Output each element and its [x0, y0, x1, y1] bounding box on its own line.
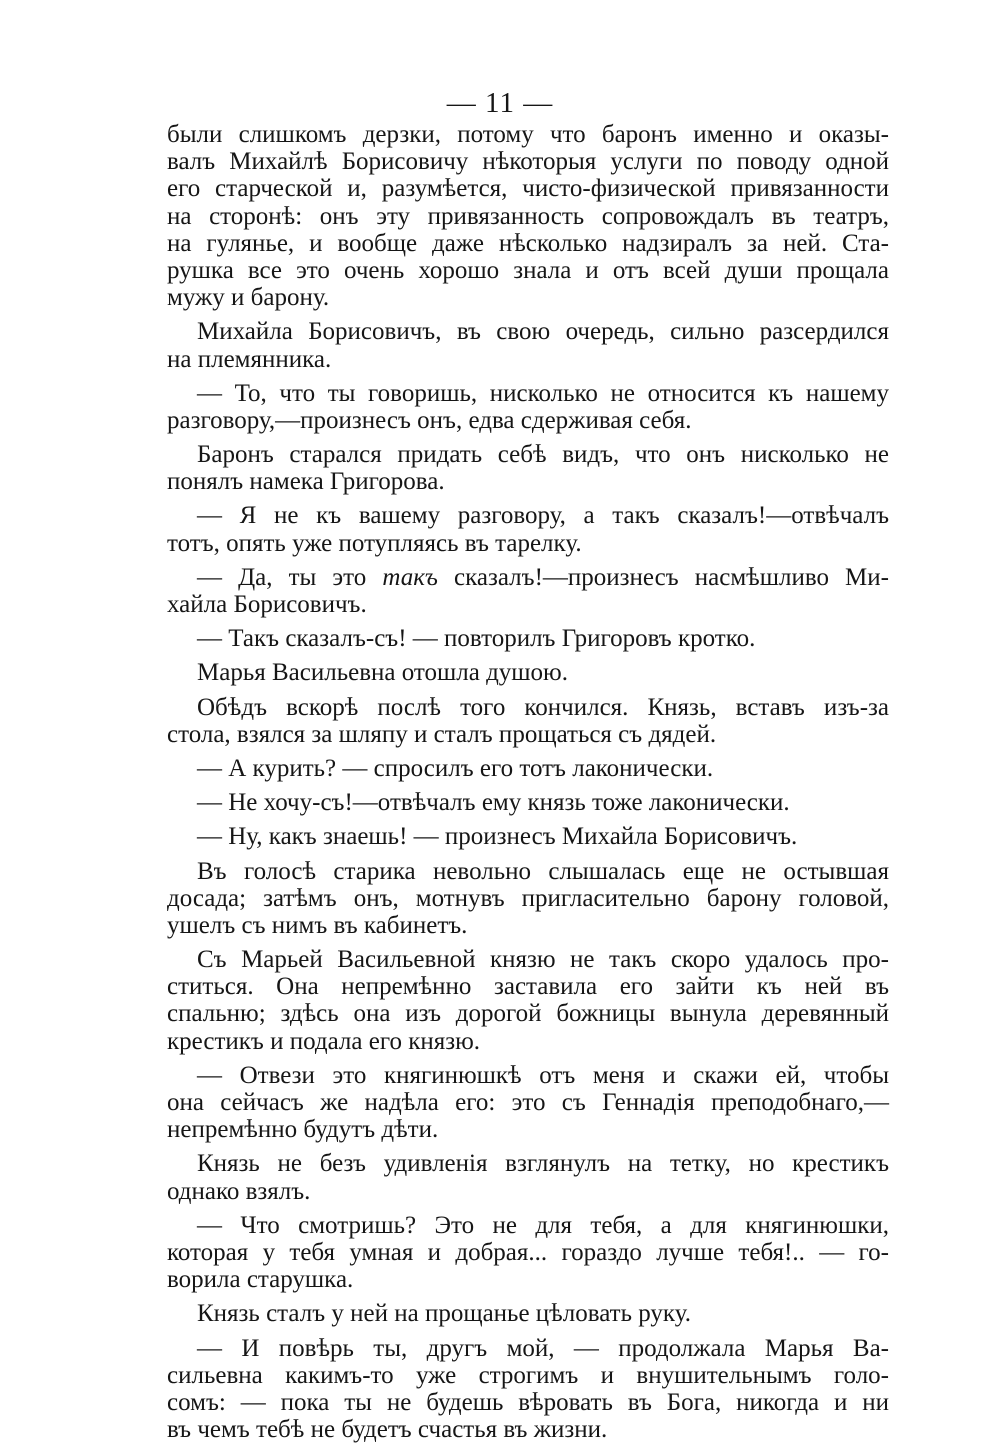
text-line: — Ну, какъ знаешь! — произнесъ Михайла Борисовичъ.: [167, 823, 889, 850]
text-line: она сейчасъ же надѣла его: это съ Геннадія преподобнаго,—: [167, 1089, 889, 1116]
text-line: понялъ намека Григорова.: [167, 468, 889, 495]
text-line: которая у тебя умная и добрая... гораздо лучше тебя!.. — го-: [167, 1239, 889, 1266]
text-line: крестикъ и подала его князю.: [167, 1028, 889, 1055]
paragraph: [167, 380, 889, 434]
page-number: — 11 —: [0, 86, 1000, 120]
paragraph: [167, 789, 889, 816]
paragraph: [167, 564, 889, 618]
text-line: стола, взялся за шляпу и сталъ прощаться съ дядей.: [167, 721, 889, 748]
paragraph: [167, 502, 889, 556]
text-line: разговору,—произнесъ онъ, едва сдерживая себя.: [167, 407, 889, 434]
paragraph: [167, 1212, 889, 1294]
paragraph: [167, 1300, 889, 1327]
text-line: его старческой и, разумѣется, чисто-физической привязанности: [167, 175, 889, 202]
text-line: ворила старушка.: [167, 1266, 889, 1293]
paragraph: [167, 1062, 889, 1144]
paragraph: [167, 121, 889, 311]
text-line: ститься. Она непремѣнно заставила его зайти къ ней въ: [167, 973, 889, 1000]
text-line: однако взялъ.: [167, 1178, 889, 1205]
text-line: валъ Михайлѣ Борисовичу нѣкоторыя услуги по поводу одной: [167, 148, 889, 175]
paragraph: [167, 823, 889, 850]
text-line: сомъ: — пока ты не будешь вѣровать въ Бога, никогда и ни: [167, 1389, 889, 1416]
text-line: — Не хочу-съ!—отвѣчалъ ему князь тоже лаконически.: [167, 789, 889, 816]
paragraph: [167, 625, 889, 652]
text-segment: — Да, ты это: [197, 564, 382, 591]
text-line: на племянника.: [167, 346, 889, 373]
body-text: [167, 121, 889, 1443]
text-line: были слишкомъ дерзки, потому что баронъ именно и оказы-: [167, 121, 889, 148]
paragraph: [167, 694, 889, 748]
paragraph: [167, 1150, 889, 1204]
paragraph: [167, 318, 889, 372]
text-line: на гулянье, и вообще даже нѣсколько надзиралъ за ней. Ста-: [167, 230, 889, 257]
paragraph: [167, 858, 889, 940]
text-line: ушелъ съ нимъ въ кабинетъ.: [167, 912, 889, 939]
text-line: — То, что ты говоришь, нисколько не относится къ нашему: [167, 380, 889, 407]
paragraph: [167, 946, 889, 1055]
text-line: — И повѣрь ты, другъ мой, — продолжала Марья Ва-: [167, 1335, 889, 1362]
text-line: — Отвези это княгинюшкѣ отъ меня и скажи ей, чтобы: [167, 1062, 889, 1089]
text-line: въ чемъ тебѣ не будетъ счастья въ жизни.: [167, 1416, 889, 1443]
italic-word: такъ: [382, 564, 438, 591]
paragraph: [167, 441, 889, 495]
text-line: Обѣдъ вскорѣ послѣ того кончился. Князь, вставъ изъ-за: [167, 694, 889, 721]
text-line: [167, 564, 889, 591]
text-line: Марья Васильевна отошла душою.: [167, 659, 889, 686]
text-line: тотъ, опять уже потупляясь въ тарелку.: [167, 530, 889, 557]
text-line: — Такъ сказалъ-съ! — повторилъ Григоровъ кротко.: [167, 625, 889, 652]
text-line: Князь не безъ удивленія взглянулъ на тетку, но крестикъ: [167, 1150, 889, 1177]
text-line: Баронъ старался придать себѣ видъ, что онъ нисколько не: [167, 441, 889, 468]
text-line: мужу и барону.: [167, 284, 889, 311]
text-line: Съ Марьей Васильевной князю не такъ скоро удалось про-: [167, 946, 889, 973]
text-line: — Что смотришь? Это не для тебя, а для княгинюшки,: [167, 1212, 889, 1239]
text-line: Въ голосѣ старика невольно слышалась еще не остывшая: [167, 858, 889, 885]
text-line: Михайла Борисовичъ, въ свою очередь, сильно разсердился: [167, 318, 889, 345]
text-line: досада; затѣмъ онъ, мотнувъ пригласительно барону головой,: [167, 885, 889, 912]
text-line: спальню; здѣсь она изъ дорогой божницы вынула деревянный: [167, 1000, 889, 1027]
text-line: непремѣнно будутъ дѣти.: [167, 1116, 889, 1143]
text-segment: сказалъ!—произнесъ насмѣшливо Ми-: [438, 564, 889, 591]
text-line: Князь сталъ у ней на прощанье цѣловать руку.: [167, 1300, 889, 1327]
text-line: сильевна какимъ-то уже строгимъ и внушительнымъ голо-: [167, 1362, 889, 1389]
text-line: хайла Борисовичъ.: [167, 591, 889, 618]
text-line: на сторонѣ: онъ эту привязанность сопровождалъ въ театръ,: [167, 203, 889, 230]
text-line: — Я не къ вашему разговору, а такъ сказалъ!—отвѣчалъ: [167, 502, 889, 529]
paragraph: [167, 755, 889, 782]
text-line: рушка все это очень хорошо знала и отъ всей души прощала: [167, 257, 889, 284]
paragraph: [167, 1335, 889, 1443]
paragraph: [167, 659, 889, 686]
text-line: — А курить? — спросилъ его тотъ лаконически.: [167, 755, 889, 782]
